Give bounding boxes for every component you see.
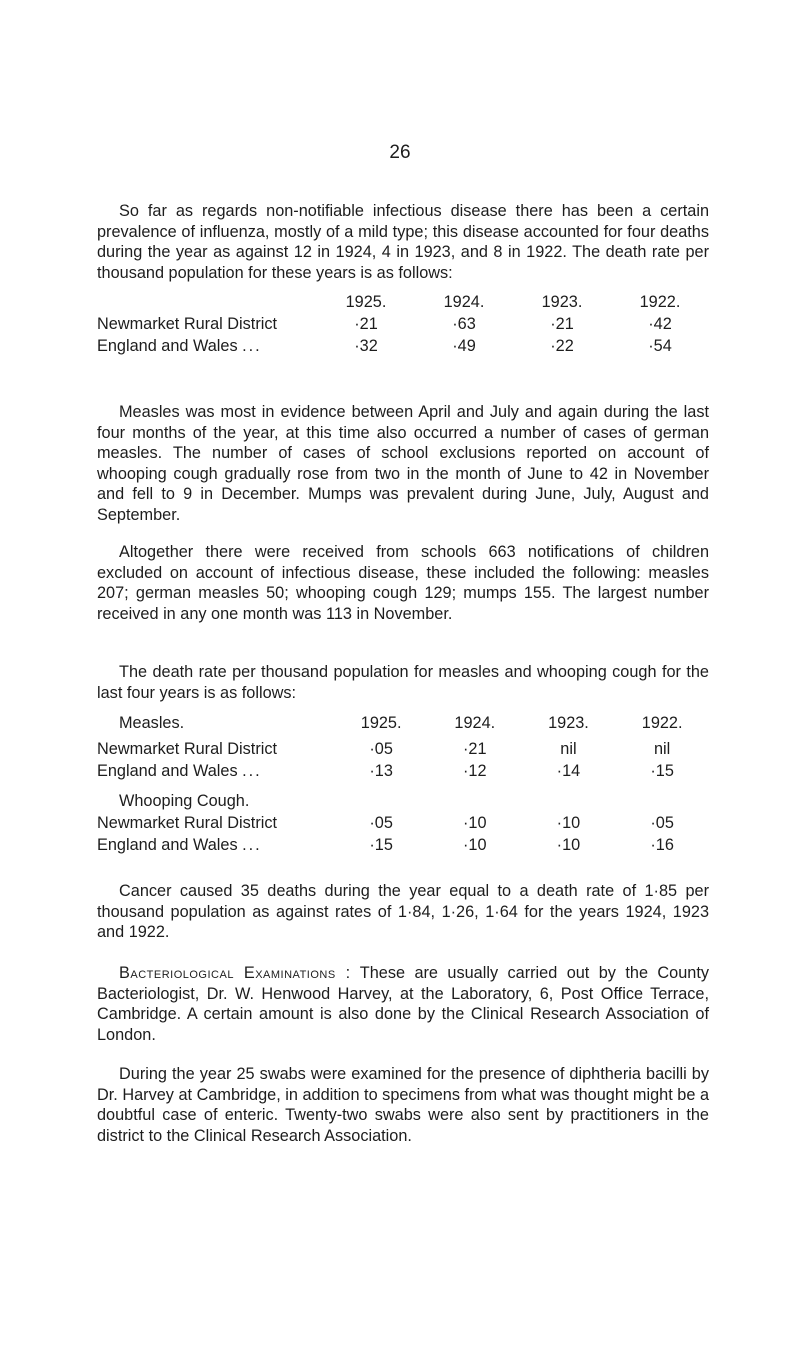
year-header: 1925. xyxy=(345,293,387,311)
rate-cell: ·15 xyxy=(650,762,674,780)
rate-cell: ·21 xyxy=(463,740,487,758)
rate-cell: ·32 xyxy=(354,337,378,355)
table-header-row xyxy=(97,711,709,733)
table-header-row xyxy=(97,290,709,312)
measles-whooping-table xyxy=(97,711,709,855)
rate-cell: ·21 xyxy=(550,315,574,333)
rate-cell: ·21 xyxy=(354,315,378,333)
table-row xyxy=(97,811,709,833)
rate-cell: ·16 xyxy=(650,836,674,854)
row-label: Newmarket Rural District xyxy=(97,740,278,758)
swabs-paragraph: During the year 25 swabs were examined for the presence of diphtheria bacilli by Dr. Harvey at Cambridge, in addition to specimens from what was thought might be a doubtful case of enteric. Twenty-two swabs were also sent by practitioners in the district to the Clinical Research Association. xyxy=(97,1065,709,1145)
row-label: England and Wales ... xyxy=(97,836,262,854)
row-label: England and Wales ... xyxy=(97,762,262,780)
year-header: 1923. xyxy=(548,714,589,732)
measles-paragraph: Measles was most in evidence between April and July and again during the last four months of the year, at this time also occurred a number of cases of german measles. The number of cases of school exclusions reported on account of whooping cough gradually rose from two in the month of June to 42 in November and fell to 9 in December. Mumps was prevalent during June, July, August and September. xyxy=(97,403,709,524)
influenza-paragraph: So far as regards non-notifiable infectious disease there has been a certain prevalence of influenza, mostly of a mild type; this disease accounted for four deaths during the year as against 12 in 1924, 4 in 1923, and 8 in 1922. The death rate per thousand population for these years is as follows: xyxy=(97,202,709,282)
leader-dots: ... xyxy=(242,337,262,355)
rate-cell: ·22 xyxy=(550,337,574,355)
bacteriological-paragraph xyxy=(97,963,709,1045)
year-header: 1924. xyxy=(454,714,496,732)
rate-cell: ·54 xyxy=(648,337,672,355)
leader-dots: ... xyxy=(242,836,262,854)
rate-cell: ·05 xyxy=(369,740,393,758)
bacteriological-body: These are usually carried out by the County Bacteriologist, Dr. W. Henwood Harvey, at the Laboratory, 6, Post Office Terrace, Cambridge. A certain amount is also done by the Clinical Research Association of London. xyxy=(97,964,709,1044)
bacteriological-heading: Bacteriological Examinations : xyxy=(119,964,351,982)
row-label: England and Wales ... xyxy=(97,337,262,355)
rate-cell: ·10 xyxy=(463,836,487,854)
year-header: 1922. xyxy=(641,714,683,732)
rate-cell: ·10 xyxy=(463,814,487,832)
year-header: 1924. xyxy=(443,293,485,311)
death-rate-intro-paragraph: The death rate per thousand population for measles and whooping cough for the last four years is as follows: xyxy=(97,663,709,702)
rate-cell: ·05 xyxy=(369,814,393,832)
table-row xyxy=(97,759,709,781)
year-header: 1923. xyxy=(541,293,583,311)
table-row xyxy=(97,733,709,759)
rate-cell: ·10 xyxy=(556,814,581,832)
table-section-row xyxy=(97,781,709,811)
table-row xyxy=(97,312,709,334)
rate-cell: ·42 xyxy=(648,315,672,333)
cancer-paragraph: Cancer caused 35 deaths during the year equal to a death rate of 1·85 per thousand population as against rates of 1·84, 1·26, 1·64 for the years 1924, 1923 and 1922. xyxy=(97,882,709,941)
row-label: Newmarket Rural District xyxy=(97,315,278,333)
rate-cell: ·15 xyxy=(369,836,393,854)
year-header: 1922. xyxy=(639,293,681,311)
rate-cell: nil xyxy=(653,740,671,758)
leader-dots: ... xyxy=(242,762,262,780)
rate-cell: ·14 xyxy=(556,762,581,780)
rate-cell: ·49 xyxy=(452,337,476,355)
schools-notifications-paragraph: Altogether there were received from schools 663 notifications of children excluded on account of infectious disease, these included the following: measles 207; german measles 50; whooping cough 129; mumps 155. The largest number received in any one month was 113 in November. xyxy=(97,543,709,623)
table-row xyxy=(97,833,709,855)
year-header: 1925. xyxy=(360,714,402,732)
section-heading: Measles. xyxy=(119,714,185,732)
rate-cell: ·12 xyxy=(463,762,487,780)
rate-cell: ·63 xyxy=(452,315,476,333)
row-label: Newmarket Rural District xyxy=(97,814,278,832)
rate-cell: ·05 xyxy=(650,814,674,832)
rate-cell: nil xyxy=(560,740,577,758)
section-heading: Whooping Cough. xyxy=(119,792,250,810)
influenza-death-rate-table xyxy=(97,290,709,356)
rate-cell: ·13 xyxy=(369,762,393,780)
page-number: 26 xyxy=(389,142,411,163)
rate-cell: ·10 xyxy=(556,836,581,854)
table-row xyxy=(97,334,709,356)
